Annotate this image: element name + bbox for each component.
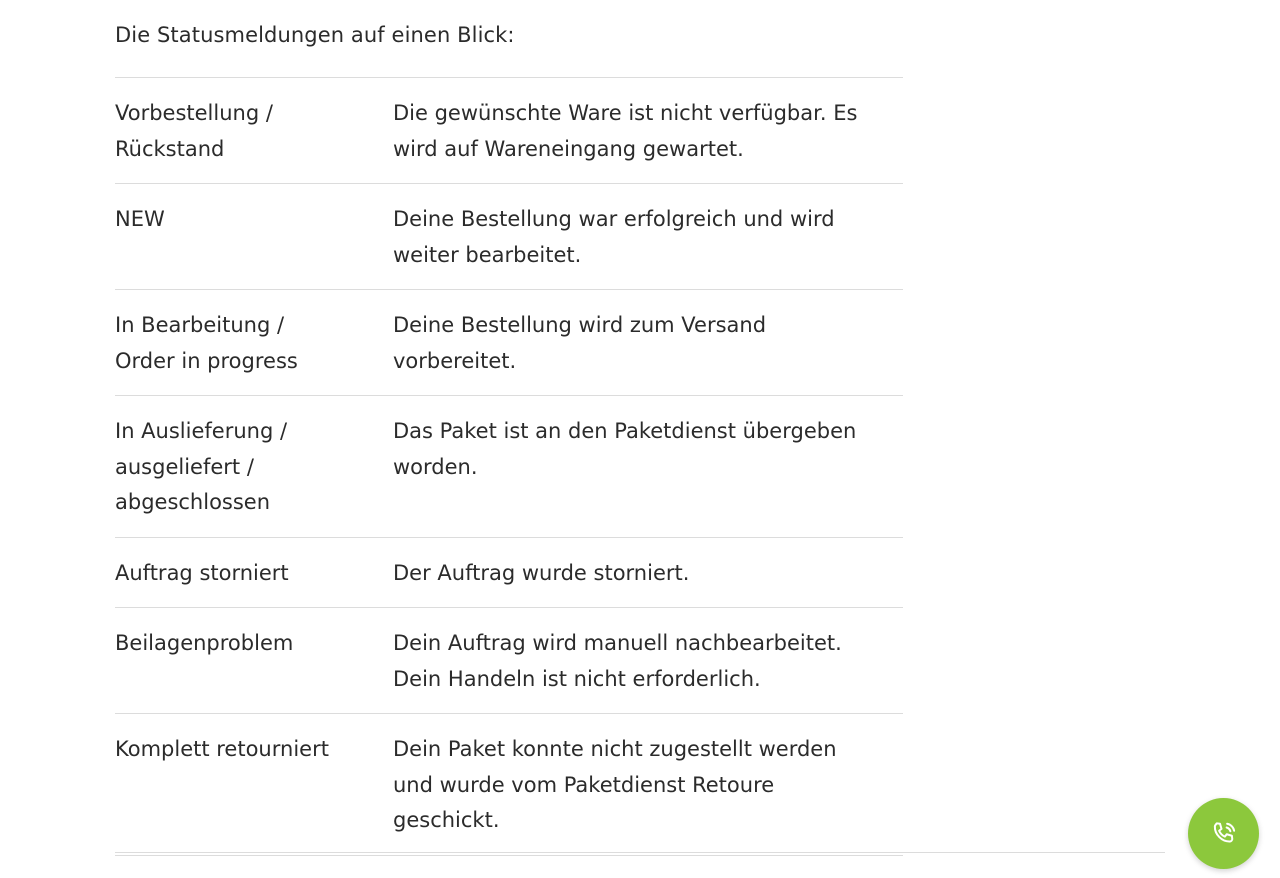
table-row	[115, 184, 903, 290]
status-description: Das Paket ist an den Paketdienst übergeben worden.	[393, 419, 857, 479]
status-description: Dein Paket konnte nicht zugestellt werden und wurde vom Paketdienst Retoure geschickt.	[393, 737, 837, 832]
status-name: Vorbestellung / Rückstand	[115, 101, 273, 161]
call-button[interactable]	[1188, 798, 1259, 869]
description-cell	[393, 714, 903, 856]
status-name: In Bearbeitung / Order in progress	[115, 313, 298, 373]
description-cell	[393, 396, 903, 538]
status-name: NEW	[115, 207, 165, 231]
status-description: Der Auftrag wurde storniert.	[393, 560, 690, 585]
status-cell	[115, 608, 393, 714]
description-cell	[393, 290, 903, 396]
status-name: Beilagenproblem	[115, 631, 294, 655]
status-description: Dein Auftrag wird manuell nachbearbeitet. Dein Handeln ist nicht erforderlich.	[393, 631, 842, 691]
table-row	[115, 608, 903, 714]
status-description: Deine Bestellung wird zum Versand vorbereitet.	[393, 313, 767, 373]
description-cell	[393, 184, 903, 290]
status-name: Komplett retourniert	[115, 737, 329, 761]
status-table	[115, 77, 903, 856]
status-cell	[115, 184, 393, 290]
status-description: Deine Bestellung war erfolgreich und wird weiter bearbeitet.	[393, 207, 835, 267]
description-cell	[393, 78, 903, 184]
description-cell	[393, 608, 903, 714]
description-cell	[393, 537, 903, 608]
status-cell	[115, 537, 393, 608]
table-row	[115, 78, 903, 184]
phone-icon	[1209, 819, 1239, 849]
table-row	[115, 714, 903, 856]
status-cell	[115, 714, 393, 856]
status-cell	[115, 78, 393, 184]
status-name: Auftrag storniert	[115, 560, 289, 585]
status-description: Die gewünschte Ware ist nicht verfügbar. Es wird auf Wareneingang gewartet.	[393, 101, 858, 161]
status-name: In Auslieferung / ausgeliefert / abgeschlossen	[115, 419, 288, 514]
section-divider	[115, 852, 1165, 853]
intro-text: Die Statusmeldungen auf einen Blick:	[115, 23, 515, 47]
table-row	[115, 396, 903, 538]
status-cell	[115, 396, 393, 538]
status-cell	[115, 290, 393, 396]
table-row	[115, 537, 903, 608]
table-row	[115, 290, 903, 396]
